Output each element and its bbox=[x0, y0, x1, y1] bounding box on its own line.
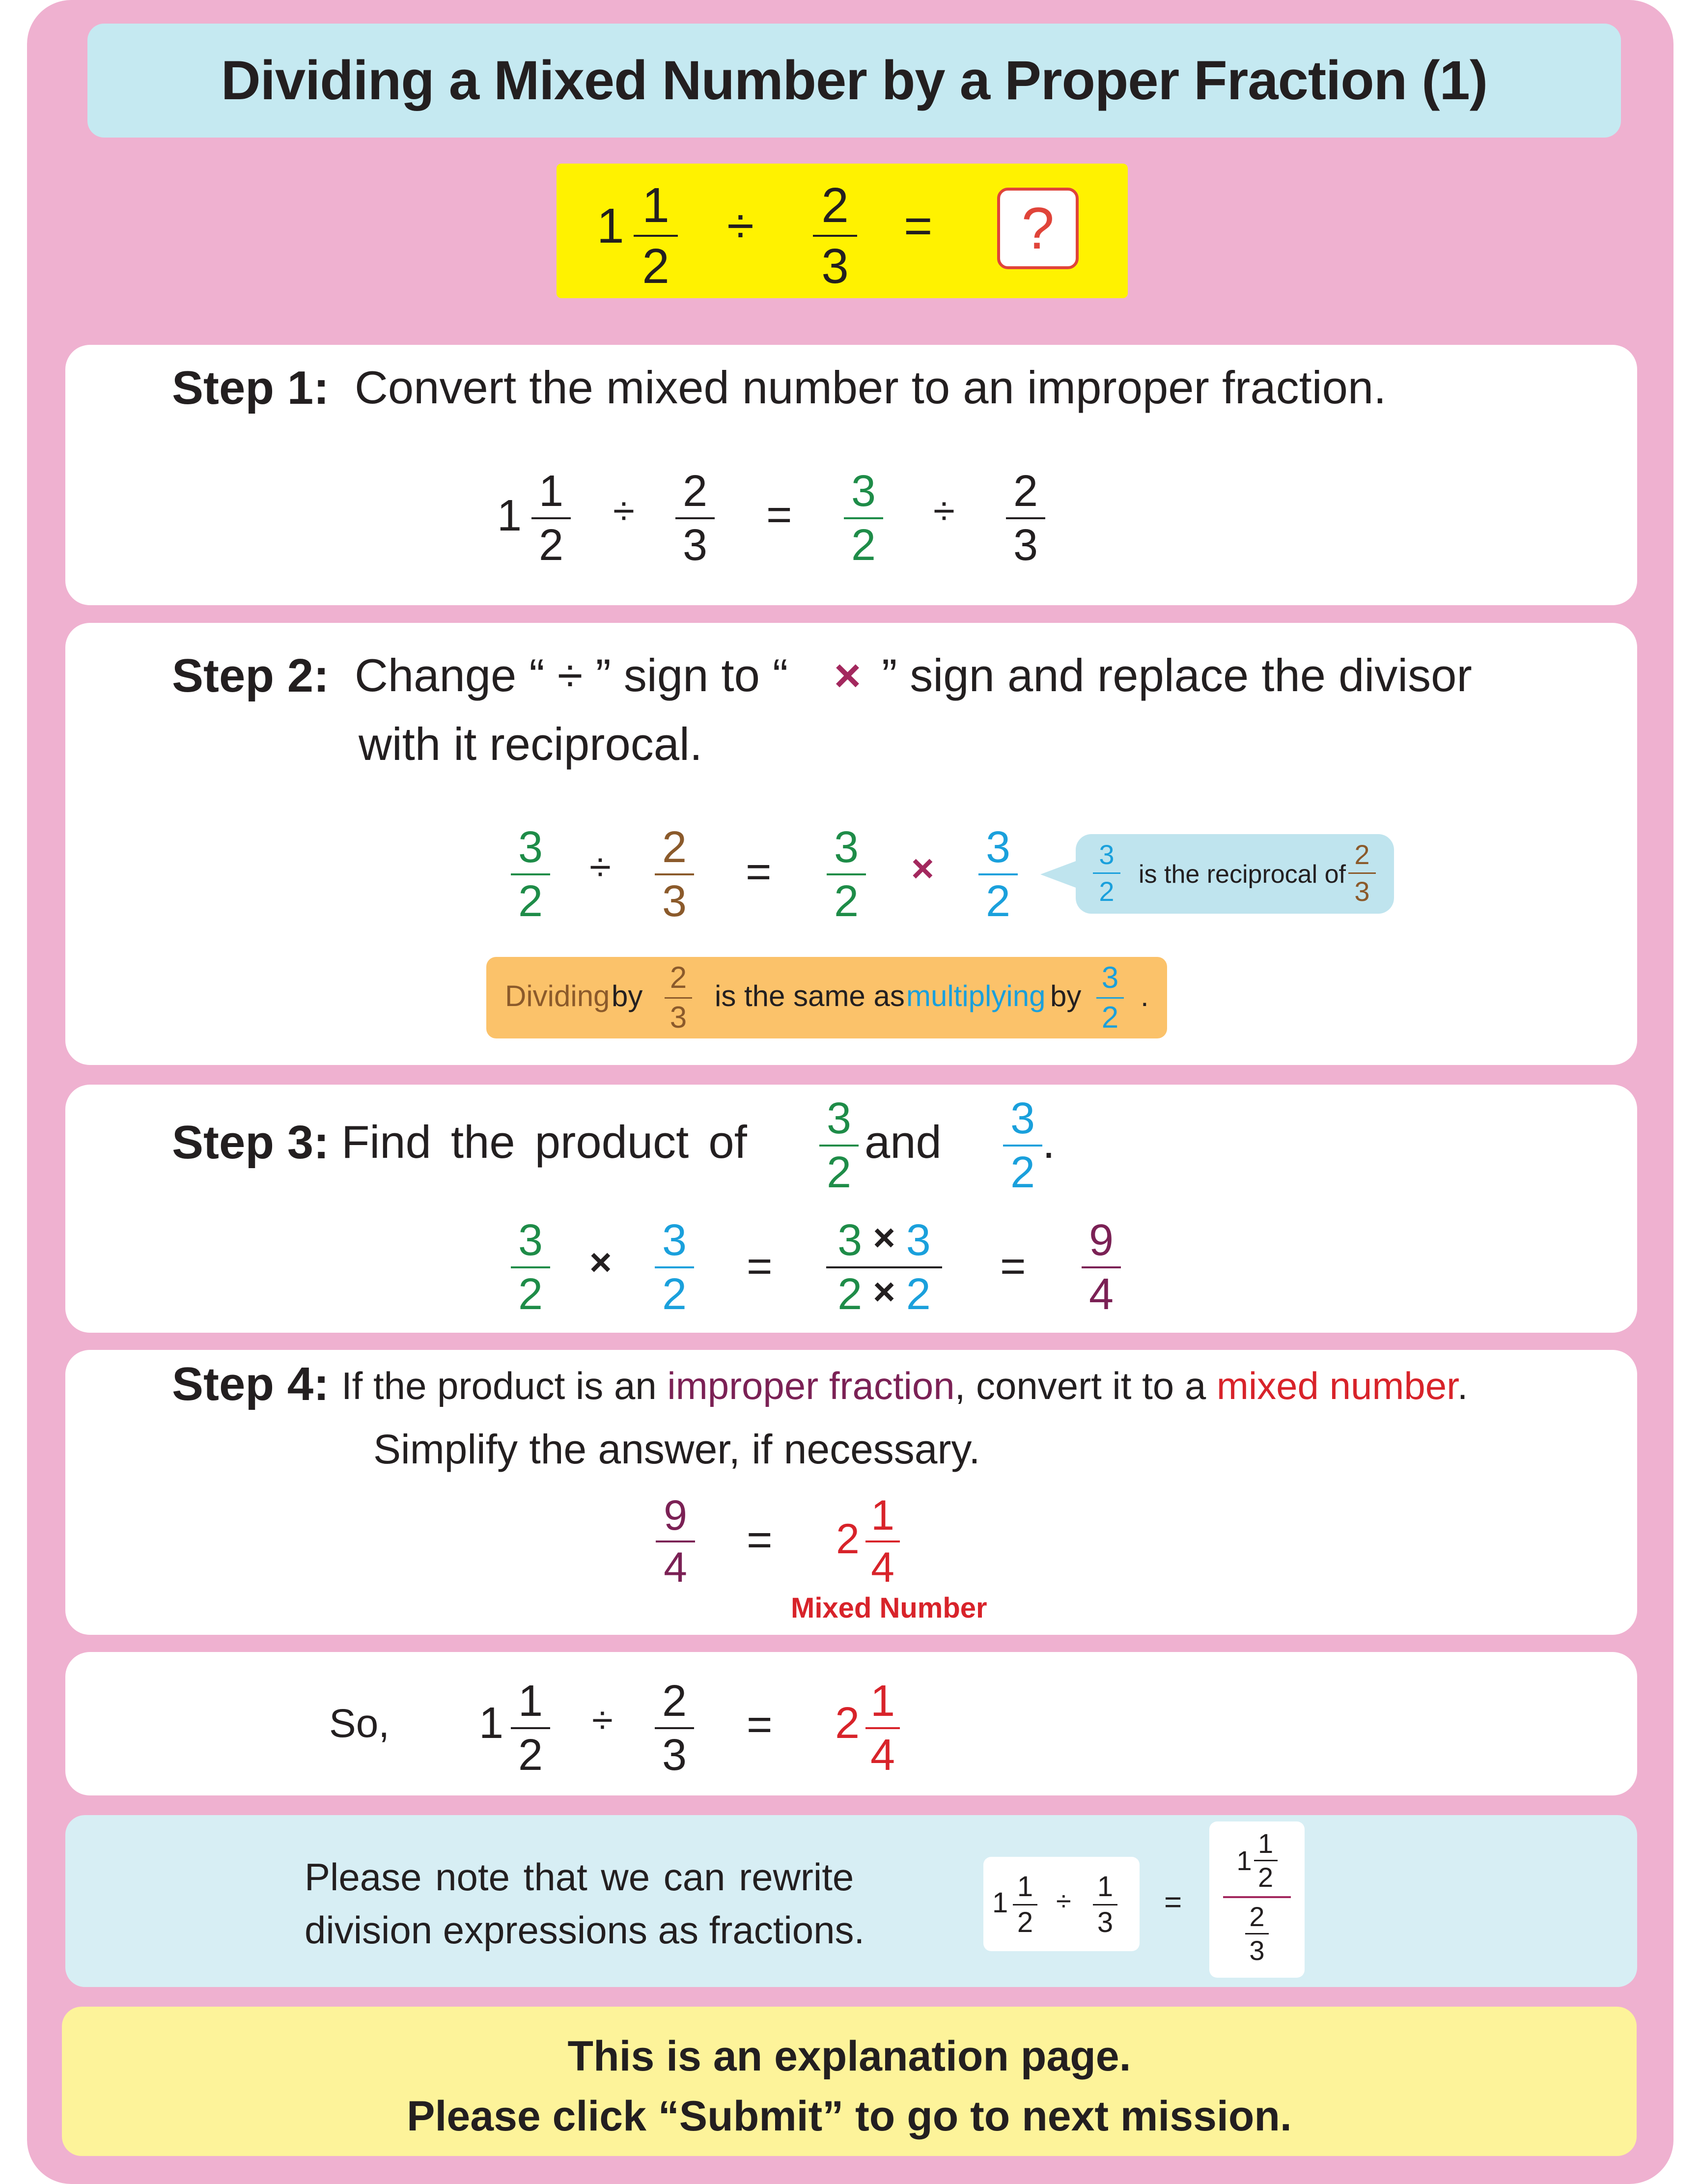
step4-instruction bbox=[341, 1364, 1468, 1407]
summary-result-fraction bbox=[865, 1677, 900, 1780]
denominator: 2 bbox=[518, 877, 543, 926]
numerator: 3 bbox=[826, 1094, 852, 1143]
step4-result-fraction bbox=[865, 1494, 900, 1589]
step3-equals: = bbox=[747, 1242, 773, 1291]
denominator: 3 bbox=[682, 521, 708, 570]
step2-label: Step 2: bbox=[172, 649, 330, 702]
step1-fraction-improper bbox=[844, 467, 883, 570]
answer-unknown-box: ? bbox=[997, 188, 1079, 269]
denominator: 2 bbox=[642, 239, 669, 294]
step2-fraction-2 bbox=[655, 825, 694, 924]
denominator: 2 bbox=[826, 1148, 852, 1197]
complex-whole: 1 bbox=[1236, 1845, 1252, 1876]
numerator: 3 bbox=[851, 467, 876, 516]
step1-fraction-mixed bbox=[531, 467, 571, 570]
step2-text-b: ” sign and replace the divisor bbox=[882, 649, 1472, 701]
product-den-a: 2 bbox=[837, 1270, 863, 1319]
step1-label: Step 1: bbox=[172, 362, 330, 414]
numerator: 3 bbox=[518, 823, 543, 872]
problem-divide-sign: ÷ bbox=[727, 198, 754, 253]
rewrite-note-line1: Please note that we can rewrite bbox=[305, 1855, 854, 1899]
numerator: 3 bbox=[1101, 961, 1119, 995]
step4-text-a: If the product is an bbox=[341, 1364, 657, 1407]
step1-whole: 1 bbox=[497, 491, 522, 540]
numerator: 1 bbox=[538, 467, 564, 516]
denominator: 2 bbox=[538, 521, 564, 570]
summary-fraction-1 bbox=[511, 1677, 550, 1780]
step3-period: . bbox=[1042, 1116, 1056, 1168]
denominator: 3 bbox=[1097, 1906, 1114, 1938]
complex-fraction bbox=[1223, 1830, 1291, 1964]
step3-times-op: × bbox=[589, 1240, 612, 1284]
denominator: 2 bbox=[851, 521, 876, 570]
complex-lower-num: 2 bbox=[1249, 1901, 1265, 1932]
step2-times-sign: × bbox=[834, 649, 861, 701]
step4-term-improper: improper fraction bbox=[667, 1364, 955, 1407]
numerator: 9 bbox=[1088, 1216, 1114, 1265]
numerator: 3 bbox=[1099, 839, 1115, 870]
denominator: 2 bbox=[985, 877, 1011, 926]
summary-fraction-2 bbox=[655, 1677, 694, 1780]
step4-result-whole: 2 bbox=[836, 1515, 860, 1563]
rewrite-note-line2: division expressions as fractions. bbox=[305, 1908, 865, 1952]
summary-divide-sign: ÷ bbox=[592, 1698, 613, 1741]
step4-label: Step 4: bbox=[172, 1358, 330, 1410]
denominator: 2 bbox=[662, 1270, 687, 1319]
numerator: 3 bbox=[1010, 1094, 1035, 1143]
numerator: 2 bbox=[662, 1677, 687, 1726]
step3-equals-2: = bbox=[1000, 1242, 1026, 1291]
note-fraction-1 bbox=[665, 963, 692, 1033]
numerator: 3 bbox=[985, 823, 1011, 872]
summary-equals: = bbox=[747, 1700, 773, 1749]
step4-fraction bbox=[656, 1494, 695, 1589]
complex-lower-den: 3 bbox=[1249, 1935, 1265, 1966]
denominator: 2 bbox=[1099, 876, 1115, 907]
step3-fraction-2 bbox=[1003, 1096, 1042, 1195]
note-fraction-2 bbox=[1096, 963, 1124, 1033]
step3-product-fraction bbox=[826, 1216, 942, 1319]
numerator: 2 bbox=[682, 467, 708, 516]
step1-fraction-divisor bbox=[675, 467, 715, 570]
product-num-b: 3 bbox=[906, 1216, 931, 1265]
denominator: 2 bbox=[834, 877, 859, 926]
rewrite-note-panel bbox=[65, 1815, 1637, 1987]
callout-text: is the reciprocal of bbox=[1139, 860, 1346, 889]
summary-label: So, bbox=[329, 1701, 390, 1746]
step4-equals: = bbox=[747, 1515, 773, 1565]
step3-fraction-1 bbox=[819, 1096, 859, 1195]
step2-times-op: × bbox=[911, 846, 934, 890]
note-word-multiplying: multiplying bbox=[906, 980, 1046, 1012]
numerator: 9 bbox=[664, 1492, 687, 1539]
step1-text: Convert the mixed number to an improper fraction. bbox=[355, 362, 1387, 413]
numerator: 1 bbox=[518, 1677, 543, 1726]
step1-divide-sign-2: ÷ bbox=[933, 489, 955, 532]
numerator: 1 bbox=[1097, 1871, 1114, 1903]
denominator: 2 bbox=[1010, 1148, 1035, 1197]
denominator: 2 bbox=[518, 1270, 543, 1319]
denominator: 3 bbox=[662, 1731, 687, 1780]
denominator: 2 bbox=[1017, 1906, 1033, 1938]
numerator: 3 bbox=[834, 823, 859, 872]
numerator: 2 bbox=[1013, 467, 1038, 516]
denominator: 3 bbox=[669, 1001, 687, 1035]
summary-whole: 1 bbox=[479, 1699, 504, 1748]
numerator: 2 bbox=[662, 823, 687, 872]
denominator: 4 bbox=[1088, 1270, 1114, 1319]
step2-fraction-reciprocal bbox=[978, 825, 1018, 924]
denominator: 3 bbox=[1013, 521, 1038, 570]
note-word-by: by bbox=[612, 980, 643, 1012]
step1-divide-sign: ÷ bbox=[613, 489, 635, 532]
numerator: 1 bbox=[870, 1677, 895, 1726]
denominator: 3 bbox=[821, 239, 849, 294]
footer-line1: This is an explanation page. bbox=[567, 2033, 1131, 2080]
step2-text-a: Change “ ÷ ” sign to “ bbox=[355, 649, 788, 701]
step2-text-c: with it reciprocal. bbox=[359, 718, 702, 770]
note-word-by-2: by bbox=[1050, 980, 1082, 1012]
denominator: 4 bbox=[871, 1544, 894, 1591]
mini-left-divide: ÷ bbox=[1056, 1885, 1071, 1916]
summary-result-whole: 2 bbox=[835, 1699, 860, 1748]
numerator: 2 bbox=[1354, 839, 1370, 870]
footer-line2: Please click “Submit” to go to next mission. bbox=[407, 2093, 1292, 2140]
step3-and: and bbox=[864, 1116, 942, 1168]
complex-inner-den: 2 bbox=[1258, 1862, 1274, 1893]
problem-fraction-1 bbox=[634, 178, 678, 294]
numerator: 3 bbox=[518, 1216, 543, 1265]
numerator: 1 bbox=[1017, 1871, 1033, 1903]
bubble-tail bbox=[1040, 855, 1080, 894]
step4-text-b: , convert it to a bbox=[954, 1364, 1206, 1407]
mixed-number-caption: Mixed Number bbox=[791, 1592, 987, 1624]
numerator: 2 bbox=[669, 961, 687, 995]
step3-expr-fraction-1 bbox=[511, 1216, 550, 1319]
complex-inner-num: 1 bbox=[1258, 1828, 1274, 1859]
problem-equals: = bbox=[904, 198, 933, 253]
product-num-times: × bbox=[873, 1216, 895, 1259]
explanation-footer bbox=[62, 2007, 1637, 2156]
step2-fraction-3 bbox=[827, 825, 866, 924]
numerator: 1 bbox=[642, 178, 669, 233]
numerator: 2 bbox=[821, 178, 849, 233]
problem-fraction-2 bbox=[813, 178, 857, 294]
step1-fraction-divisor-2 bbox=[1006, 467, 1045, 570]
step3-label: Step 3: bbox=[172, 1116, 330, 1169]
product-den-b: 2 bbox=[906, 1270, 931, 1319]
mini-left-fraction-2 bbox=[1093, 1873, 1117, 1937]
problem-whole: 1 bbox=[597, 198, 624, 253]
step2-equals: = bbox=[746, 847, 772, 896]
step1-equals: = bbox=[766, 490, 792, 539]
mini-left-whole: 1 bbox=[992, 1887, 1008, 1919]
note-period: . bbox=[1141, 980, 1149, 1012]
step2-divide-sign: ÷ bbox=[589, 845, 611, 889]
step4-text-d: Simplify the answer, if necessary. bbox=[373, 1426, 980, 1472]
note-same-as: is the same as bbox=[715, 980, 905, 1012]
denominator: 4 bbox=[870, 1731, 895, 1780]
note-word-dividing: Dividing bbox=[505, 980, 610, 1012]
denominator: 2 bbox=[1101, 1001, 1119, 1035]
step3-result-fraction bbox=[1082, 1216, 1121, 1319]
mini-left-fraction-1 bbox=[1013, 1873, 1037, 1937]
page-title: Dividing a Mixed Number by a Proper Fraction (1) bbox=[221, 50, 1488, 111]
numerator: 1 bbox=[871, 1492, 894, 1539]
step2-fraction-1 bbox=[511, 825, 550, 924]
mini-equals: = bbox=[1164, 1885, 1182, 1919]
step4-text-c: . bbox=[1457, 1364, 1468, 1407]
product-num-a: 3 bbox=[837, 1216, 863, 1265]
numerator: 3 bbox=[662, 1216, 687, 1265]
title-banner bbox=[87, 24, 1621, 138]
step3-text: Find the product of bbox=[341, 1116, 747, 1168]
callout-fraction-1 bbox=[1093, 841, 1120, 905]
denominator: 2 bbox=[518, 1731, 543, 1780]
denominator: 3 bbox=[662, 877, 687, 926]
denominator: 3 bbox=[1354, 876, 1370, 907]
denominator: 4 bbox=[664, 1544, 687, 1591]
step4-term-mixed: mixed number bbox=[1216, 1364, 1457, 1407]
callout-fraction-2 bbox=[1348, 841, 1376, 905]
step3-expr-fraction-2 bbox=[655, 1216, 694, 1319]
product-den-times: × bbox=[873, 1270, 895, 1313]
